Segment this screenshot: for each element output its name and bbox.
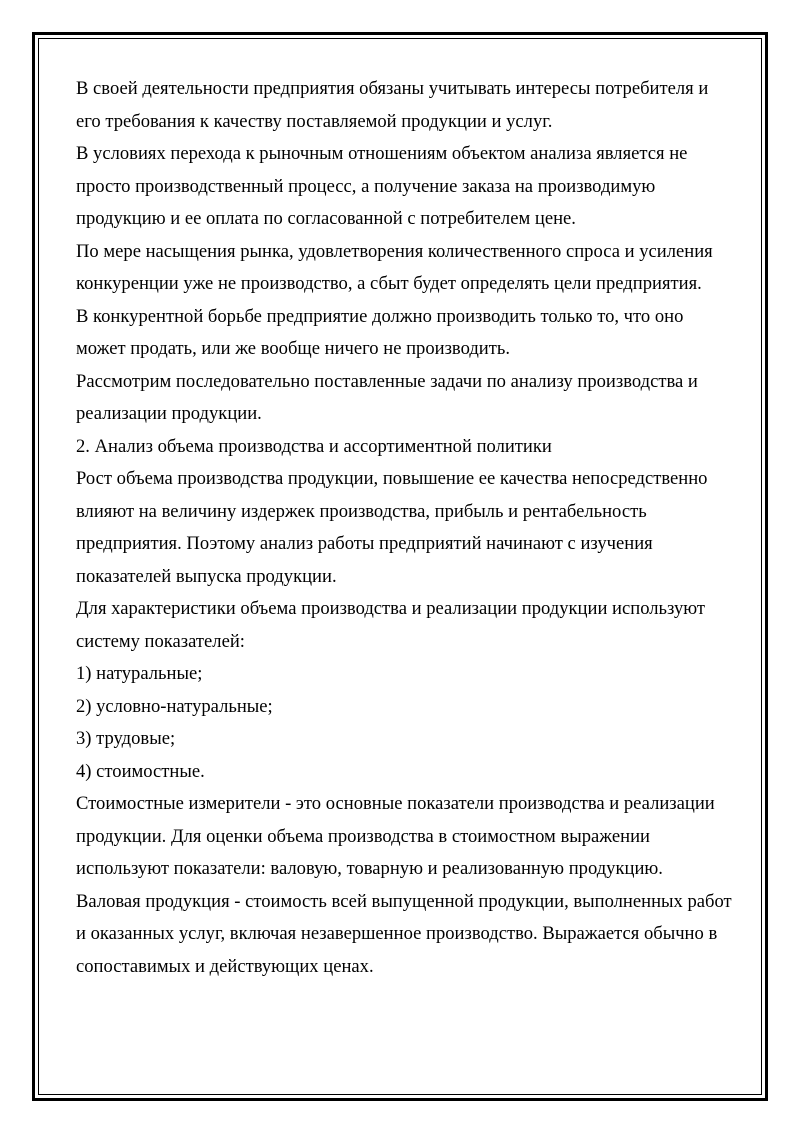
list-item: 1) натуральные; — [76, 663, 203, 684]
section-heading: 2. Анализ объема производства и ассортиментной политики — [76, 435, 552, 457]
paragraph: Валовая продукция - стоимость всей выпущенной продукции, выполненных работ и оказанных услуг, включая незавершенное производство. Выражается обычно в сопоставимых и действующих ценах. — [76, 890, 732, 977]
paragraph: В своей деятельности предприятия обязаны учитывать интересы потребителя и его требования к качеству поставляемой продукции и услуг. — [76, 78, 709, 132]
document-body — [76, 73, 736, 983]
paragraph: Рассмотрим последовательно поставленные задачи по анализу производства и реализации продукции. — [76, 370, 698, 424]
paragraph: Рост объема производства продукции, повышение ее качества непосредственно влияют на величину издержек производства, прибыль и рентабельность предприятия. Поэтому анализ работы предприятий начинают с изучения показателей выпуска продукции. — [76, 468, 708, 587]
paragraph: В условиях перехода к рыночным отношениям объектом анализа является не просто производственный процесс, а получение заказа на производимую продукцию и ее оплата по согласованной с потребителем цене. — [76, 143, 688, 229]
list-item: 4) стоимостные. — [76, 760, 205, 782]
list-item: 2) условно-натуральные; — [76, 695, 273, 717]
paragraph: Для характеристики объема производства и реализации продукции используют систему показателей: — [76, 598, 706, 652]
paragraph: Стоимостные измерители - это основные показатели производства и реализации продукции. Для оценки объема производства в стоимостном выражении используют показатели: валовую, товарную и реализованную продукцию. — [76, 793, 715, 879]
paragraph: В конкурентной борьбе предприятие должно производить только то, что оно может продать, или же вообще ничего не производить. — [76, 305, 684, 359]
list-item: 3) трудовые; — [76, 728, 176, 749]
paragraph: По мере насыщения рынка, удовлетворения количественного спроса и усиления конкуренции уже не производство, а сбыт будет определять цели предприятия. — [76, 240, 713, 294]
